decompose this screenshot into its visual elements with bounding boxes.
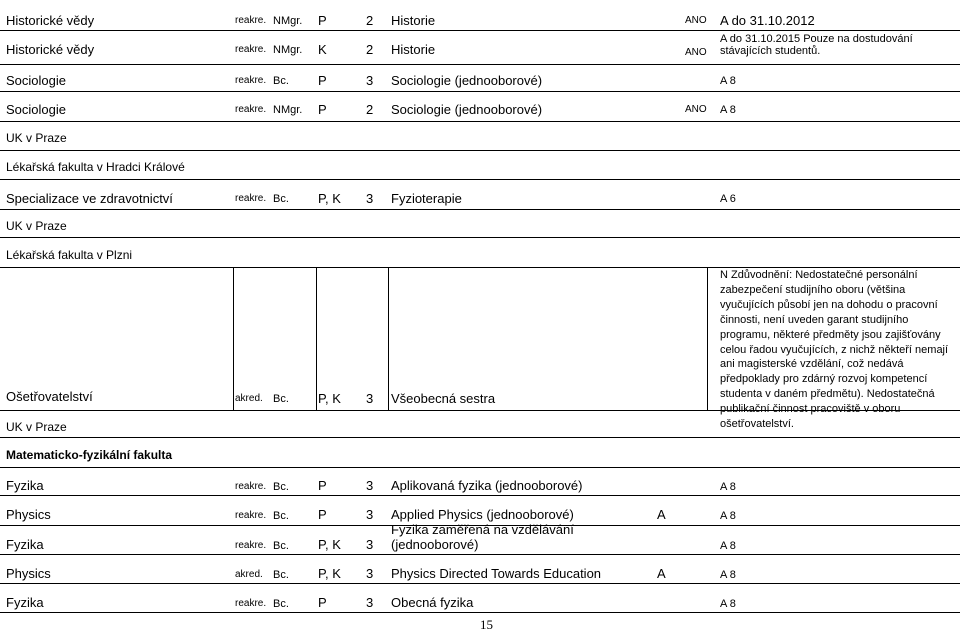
result-line: A do 31.10.2015 Pouze na dostudování xyxy=(720,33,913,45)
university-header: UK v Praze xyxy=(6,420,67,434)
study-years: 3 xyxy=(366,507,374,522)
column-divider xyxy=(316,267,317,410)
row-divider xyxy=(0,554,960,555)
faculty-header: Matematicko-fyzikální fakulta xyxy=(6,448,173,462)
field-name: Ošetřovatelství xyxy=(6,389,93,404)
program-name: Historie xyxy=(391,13,436,28)
row-divider xyxy=(0,64,960,65)
note-line: ani magisterské vzdělání, což nedává xyxy=(720,358,904,371)
result: A do 31.10.2012 xyxy=(720,13,815,28)
result: A 8 xyxy=(720,104,736,116)
column-divider xyxy=(707,267,708,410)
result: A 8 xyxy=(720,510,736,522)
note-line: N Zdůvodnění: Nedostatečné personální xyxy=(720,269,918,281)
language-flag: A xyxy=(657,507,666,522)
accreditation-type: akred. xyxy=(235,569,263,580)
program-name: Všeobecná sestra xyxy=(391,391,496,406)
field-name: Sociologie xyxy=(6,73,66,88)
field-name: Physics xyxy=(6,566,51,581)
accreditation-type: reakre. xyxy=(235,44,267,55)
field-name: Physics xyxy=(6,507,51,522)
note-line: programu, některé předměty jsou zajišťovány xyxy=(720,328,941,341)
ano-flag: ANO xyxy=(685,15,707,26)
note-line: předpoklady pro zdárný rozvoj kompetencí xyxy=(720,373,928,386)
field-name: Fyzika xyxy=(6,537,44,552)
rejection-note xyxy=(720,268,948,432)
degree-level: NMgr. xyxy=(273,44,303,56)
accreditation-type: reakre. xyxy=(235,104,267,115)
field-name: Specializace ve zdravotnictví xyxy=(6,191,173,206)
degree-level: Bc. xyxy=(273,510,289,522)
row-divider xyxy=(0,209,960,210)
program-name: Obecná fyzika xyxy=(391,595,474,610)
row-divider xyxy=(0,437,960,438)
program-name: Sociologie (jednooborové) xyxy=(391,102,543,117)
row-divider xyxy=(0,612,960,613)
row-divider xyxy=(0,467,960,468)
program-name: Aplikovaná fyzika (jednooborové) xyxy=(391,478,583,493)
note-line: zabezpečení studijního oboru (většina xyxy=(720,283,906,296)
language-flag: A xyxy=(657,566,666,581)
study-years: 3 xyxy=(366,537,374,552)
study-form: P, K xyxy=(318,537,341,552)
field-name: Fyzika xyxy=(6,595,44,610)
study-years: 2 xyxy=(366,13,374,28)
accreditation-type: akred. xyxy=(235,393,263,404)
degree-level: Bc. xyxy=(273,598,289,610)
degree-level: Bc. xyxy=(273,540,289,552)
note-line: ošetřovatelství. xyxy=(720,418,794,431)
ano-flag: ANO xyxy=(685,104,707,115)
accreditation-type: reakre. xyxy=(235,193,267,204)
study-form: P, K xyxy=(318,391,341,406)
degree-level: Bc. xyxy=(273,481,289,493)
row-divider xyxy=(0,237,960,238)
ano-flag: ANO xyxy=(685,47,707,58)
row-divider xyxy=(0,150,960,151)
row-divider xyxy=(0,179,960,180)
degree-level: NMgr. xyxy=(273,15,303,27)
study-years: 2 xyxy=(366,102,374,117)
study-years: 3 xyxy=(366,73,374,88)
program-name: Sociologie (jednooborové) xyxy=(391,73,543,88)
program-name: Historie xyxy=(391,42,436,57)
program-name: Fyzioterapie xyxy=(391,191,462,206)
study-form: P xyxy=(318,595,327,610)
study-years: 3 xyxy=(366,478,374,493)
accreditation-type: reakre. xyxy=(235,75,267,86)
result: A 8 xyxy=(720,540,736,552)
study-years: 3 xyxy=(366,595,374,610)
result: A 6 xyxy=(720,193,736,205)
study-form: P xyxy=(318,102,327,117)
note-line: celou řadou vyučujících, z nichž někteří nemají xyxy=(720,343,949,356)
result: A 8 xyxy=(720,75,736,87)
accreditation-type: reakre. xyxy=(235,540,267,551)
study-years: 3 xyxy=(366,566,374,581)
column-divider xyxy=(388,267,389,410)
degree-level: Bc. xyxy=(273,193,289,205)
note-line: činnosti, není uveden garant studijního xyxy=(720,313,909,326)
study-form: P xyxy=(318,478,327,493)
program-name: Applied Physics (jednooborové) xyxy=(391,507,574,522)
result: A 8 xyxy=(720,569,736,581)
field-name: Historické vědy xyxy=(6,42,95,57)
faculty-header: Lékařská fakulta v Plzni xyxy=(6,248,133,262)
field-name: Historické vědy xyxy=(6,13,95,28)
accreditation-type: reakre. xyxy=(235,510,267,521)
accreditation-type: reakre. xyxy=(235,481,267,492)
field-name: Sociologie xyxy=(6,102,66,117)
program-name-line: (jednooborové) xyxy=(391,537,479,552)
note-line: studenta v daném předmětu). Nedostatečná xyxy=(720,388,935,401)
degree-level: NMgr. xyxy=(273,104,303,116)
degree-level: Bc. xyxy=(273,75,289,87)
study-form: P xyxy=(318,13,327,28)
note-line: vyučujících působí jen na dohodu o pracovní xyxy=(720,298,938,311)
degree-level: Bc. xyxy=(273,569,289,581)
result: A 8 xyxy=(720,481,736,493)
study-years: 3 xyxy=(366,191,374,206)
accreditation-type: reakre. xyxy=(235,598,267,609)
degree-level: Bc. xyxy=(273,393,289,405)
accreditation-type: reakre. xyxy=(235,15,267,26)
university-header: UK v Praze xyxy=(6,219,67,233)
study-years: 3 xyxy=(366,391,374,406)
row-divider xyxy=(0,583,960,584)
program-name: Physics Directed Towards Education xyxy=(391,566,602,581)
result-line: stávajících studentů. xyxy=(720,45,821,57)
note-line: publikační činnost pracoviště v oboru xyxy=(720,403,901,416)
study-form: P, K xyxy=(318,566,341,581)
result: A 8 xyxy=(720,598,736,610)
row-divider xyxy=(0,91,960,92)
study-form: P xyxy=(318,507,327,522)
column-divider xyxy=(233,267,234,410)
page-number: 15 xyxy=(480,617,493,632)
row-divider xyxy=(0,121,960,122)
program-name-line: Fyzika zaměřená na vzdělávání xyxy=(391,522,574,537)
university-header: UK v Praze xyxy=(6,131,67,145)
study-form: K xyxy=(318,42,327,57)
study-years: 2 xyxy=(366,42,374,57)
row-divider xyxy=(0,495,960,496)
field-name: Fyzika xyxy=(6,478,44,493)
faculty-header: Lékařská fakulta v Hradci Králové xyxy=(6,160,185,174)
study-form: P, K xyxy=(318,191,341,206)
study-form: P xyxy=(318,73,327,88)
row-divider xyxy=(0,30,960,31)
